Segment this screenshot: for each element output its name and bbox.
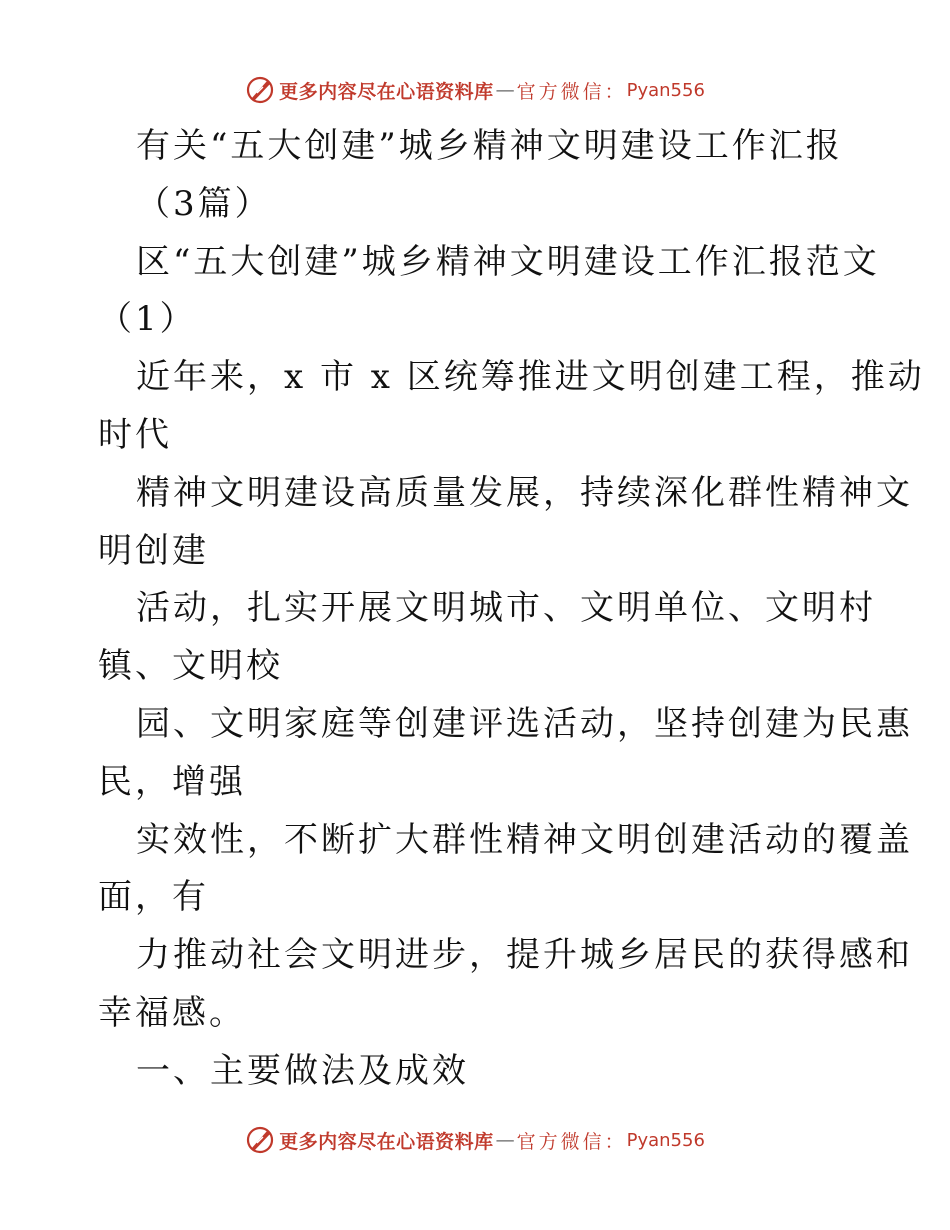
doc-title-count: （3篇） <box>136 183 272 224</box>
paragraph-line: 力推动社会文明进步，提升城乡居民的获得感和 <box>136 935 913 976</box>
header-watermark <box>0 70 950 110</box>
doc-subtitle-number: （1） <box>98 299 197 340</box>
document-body <box>98 118 925 1101</box>
paragraph-line: 园、文明家庭等创建评选活动，坚持创建为民惠 <box>136 703 913 744</box>
watermark-site-text: 更多内容尽在心语资料库 <box>279 80 494 103</box>
quill-logo-icon <box>245 1125 275 1155</box>
paragraph-line: 活动，扎实开展文明城市、文明单位、文明村 <box>136 588 876 629</box>
doc-title-line: 有关“五大创建”城乡精神文明建设工作汇报 <box>136 126 843 166</box>
paragraph-line: 实效性，不断扩大群性精神文明创建活动的覆盖 <box>136 819 913 860</box>
watermark-site-text: 更多内容尽在心语资料库 <box>279 1130 494 1153</box>
footer-watermark <box>0 1120 950 1160</box>
paragraph-line: 时代 <box>98 414 172 455</box>
section-heading: 一、主要做法及成效 <box>136 1050 469 1091</box>
paragraph-line: 明创建 <box>98 530 209 571</box>
quill-logo-icon <box>245 75 275 105</box>
watermark-dash: — <box>495 79 515 101</box>
paragraph-line: 面，有 <box>98 877 209 918</box>
watermark-dash: — <box>495 1129 515 1151</box>
paragraph-line: 近年来，x 市 x 区统筹推进文明创建工程，推动 <box>136 357 925 398</box>
watermark-official-label: 官方微信： <box>516 80 627 103</box>
watermark-wechat-id: Pyan556 <box>626 79 705 101</box>
watermark-wechat-id: Pyan556 <box>626 1129 705 1151</box>
paragraph-line: 幸福感。 <box>98 992 246 1033</box>
paragraph-line: 镇、文明校 <box>98 646 283 687</box>
watermark-official-label: 官方微信： <box>516 1130 627 1153</box>
paragraph-line: 民，增强 <box>98 761 246 802</box>
doc-subtitle-line: 区“五大创建”城乡精神文明建设工作汇报范文 <box>136 241 880 282</box>
paragraph-line: 精神文明建设高质量发展，持续深化群性精神文 <box>136 472 913 513</box>
